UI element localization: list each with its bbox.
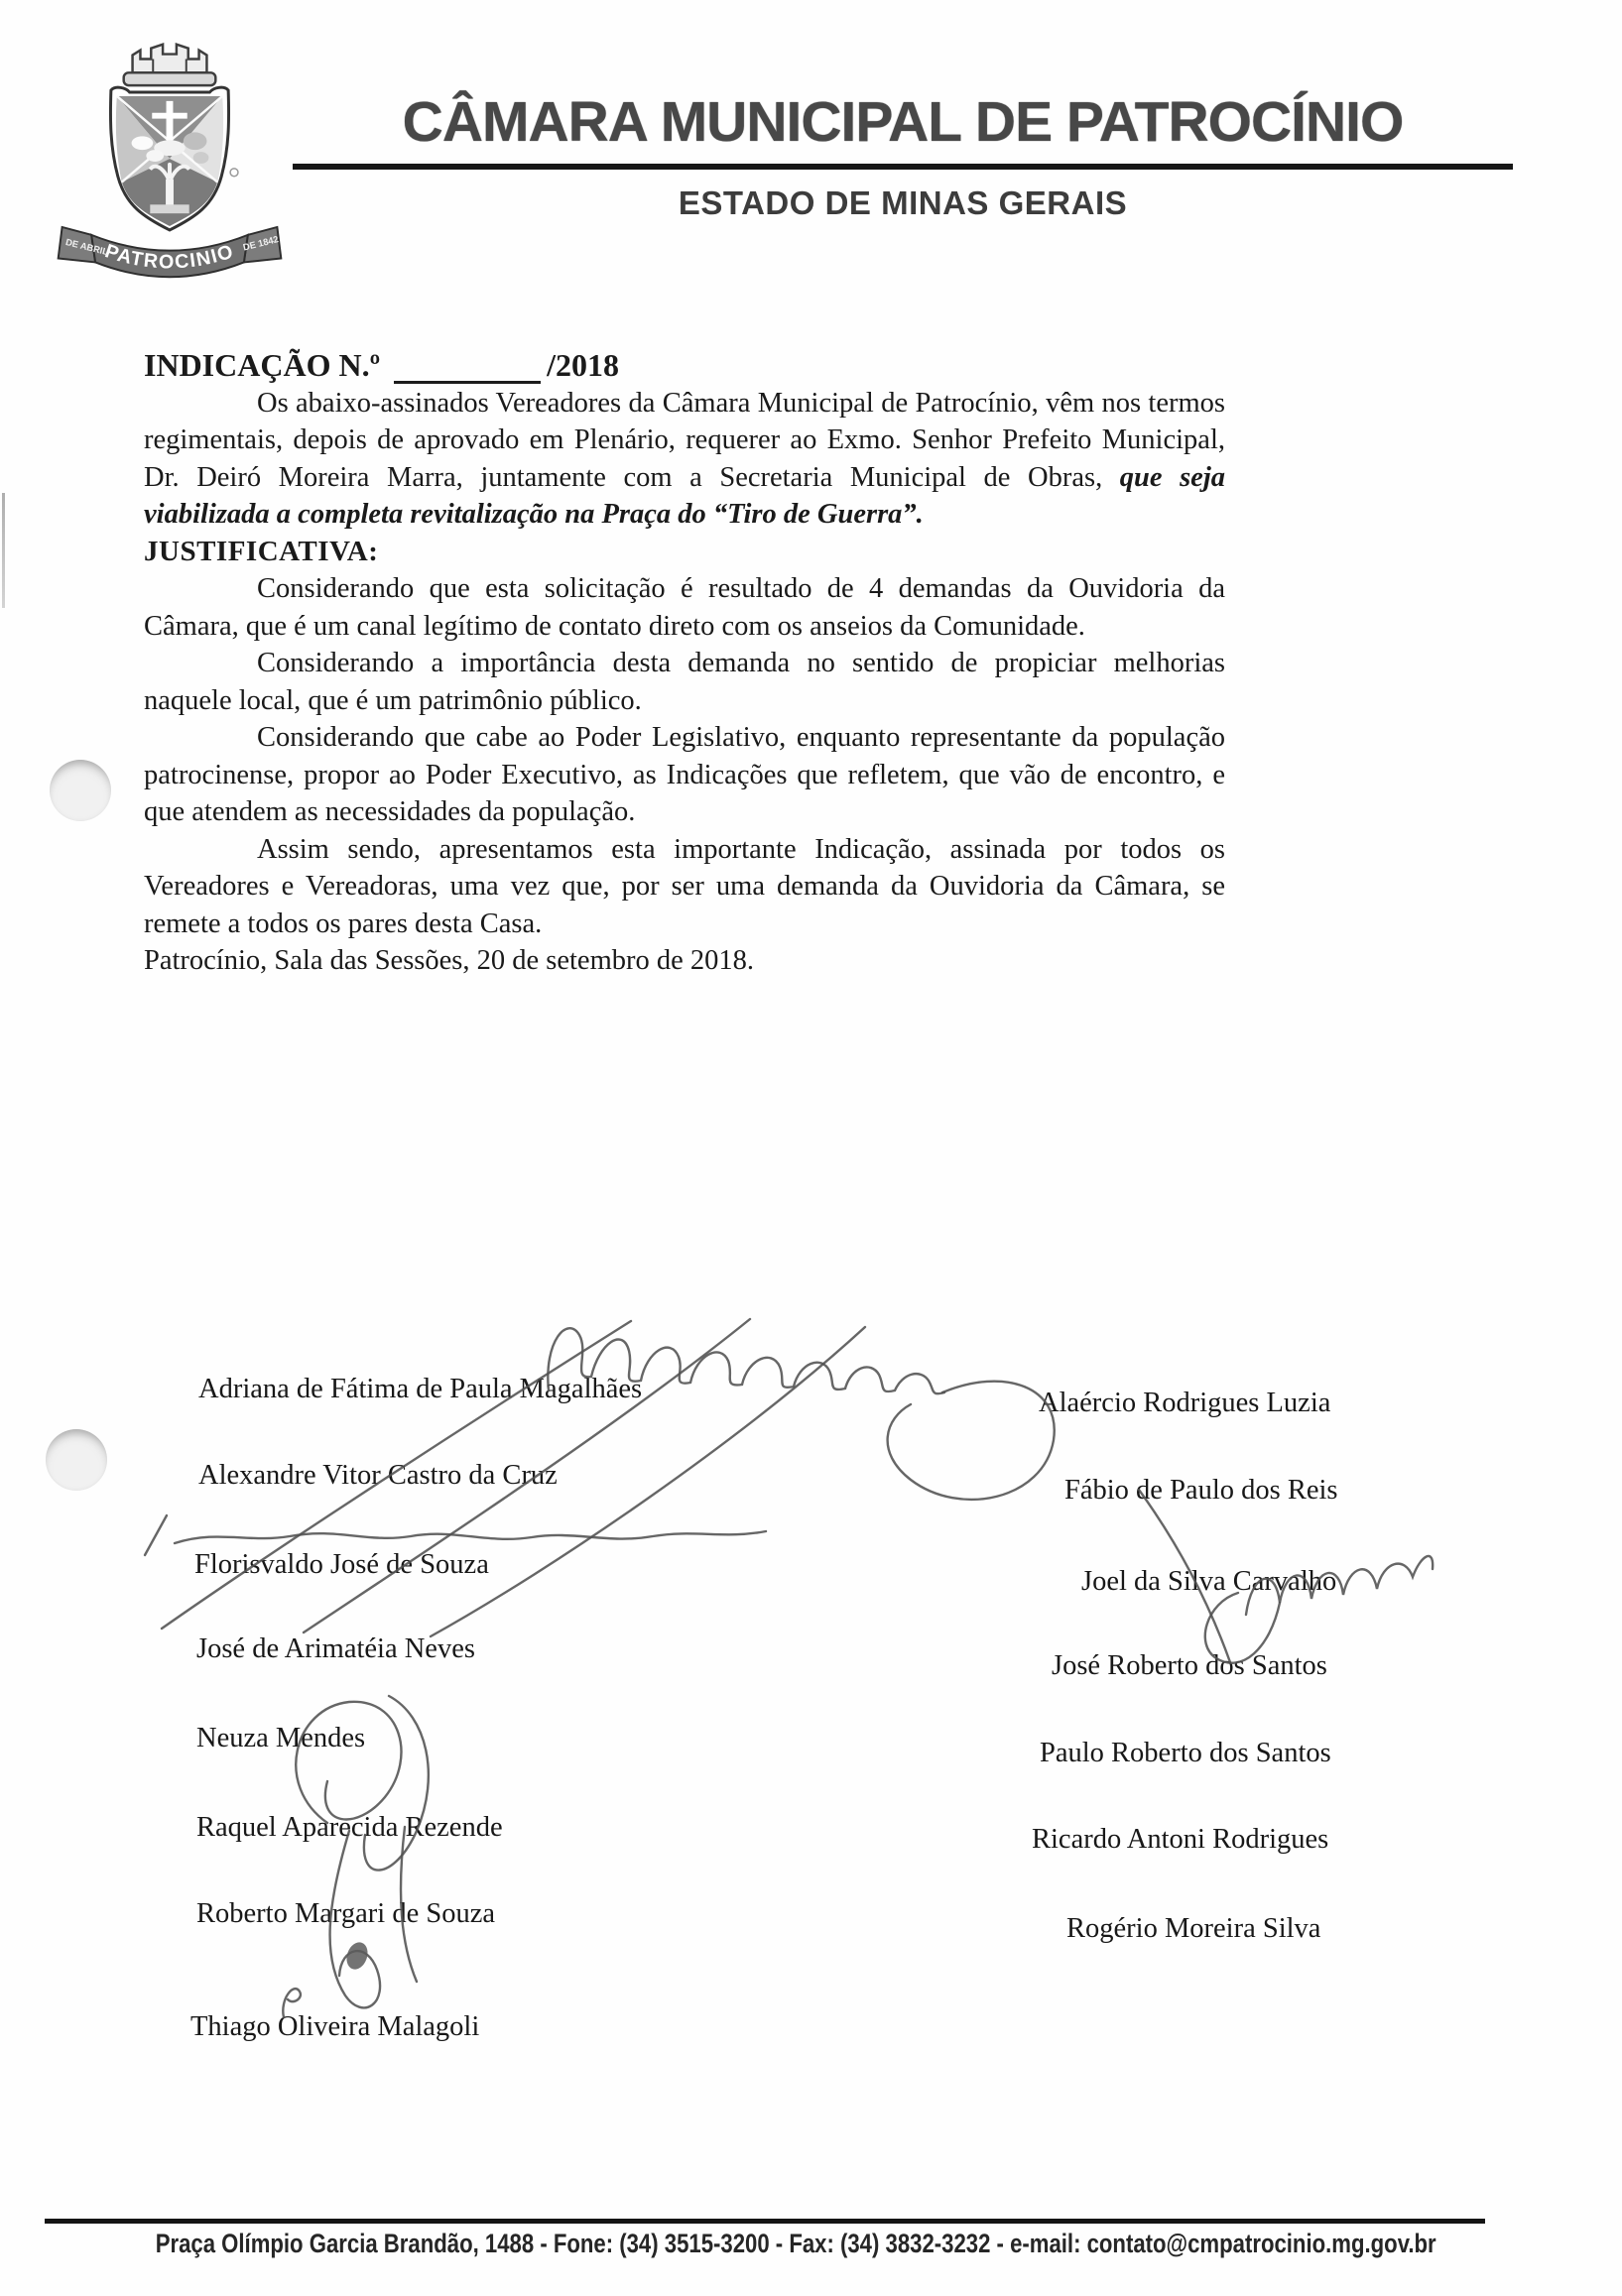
punch-hole-bottom — [46, 1429, 107, 1491]
punch-hole-top — [50, 760, 111, 821]
banner-left-text: DE ABRIL — [64, 236, 110, 258]
considerando-paragraph: Considerando que esta solicitação é resultado de 4 demandas da Ouvidoria da Câmara, que é um canal legítimo de contato direto com os anseios da Comunidade. — [144, 573, 1225, 642]
signer-name: Thiago Oliveira Malagoli — [190, 2011, 480, 2042]
intro-text: Os abaixo-assinados Vereadores da Câmara Municipal de Patrocínio, vêm nos termos regimentais, depois de aprovado em Plenário, requerer ao Exmo. Senhor Prefeito Municipal, Dr. Deiró Moreira Marra, juntamente com a Secretaria Municipal de Obras, — [144, 387, 1225, 493]
crest-shield — [110, 87, 238, 230]
banner-text: PATROCINIO — [102, 240, 237, 274]
footer-contact: Praça Olímpio Garcia Brandão, 1488 - Fone: (34) 3515-3200 - Fax: (34) 3832-3232 - e-mail: contato@cmpatrocinio.mg.gov.br — [155, 2229, 1436, 2258]
header-rule — [293, 164, 1513, 170]
signer-name: Neuza Mendes — [196, 1723, 366, 1753]
letterhead — [293, 91, 1513, 222]
signer-name: José de Arimatéia Neves — [196, 1633, 475, 1664]
considerando-paragraph: Considerando a importância desta demanda no sentido de propiciar melhorias naquele local, que é um patrimônio público. — [144, 648, 1225, 716]
signer-name: Florisvaldo José de Souza — [194, 1549, 489, 1580]
closing-paragraph: Assim sendo, apresentamos esta importante Indicação, assinada por todos os Vereadores e Vereadoras, uma vez que, por ser uma demanda da Ouvidoria da Câmara, se remete a todos os pares desta Casa. — [144, 833, 1225, 939]
doc-title — [144, 347, 1225, 385]
signer-name: Roberto Margari de Souza — [196, 1898, 496, 1929]
banner-right-text: DE 1842 — [241, 234, 280, 253]
signature-stroke — [145, 1515, 167, 1555]
date-line: Patrocínio, Sala das Sessões, 20 de setembro de 2018. — [144, 945, 755, 976]
signature-ink-blot — [343, 1939, 371, 1972]
crest-banner — [59, 227, 282, 277]
intro-paragraph — [144, 385, 1225, 534]
signer-name: Adriana de Fátima de Paula Magalhães — [198, 1374, 643, 1404]
document-body — [144, 347, 1225, 980]
signer-name: Alexandre Vitor Castro da Cruz — [198, 1460, 558, 1491]
signer-name: José Roberto dos Santos — [1052, 1650, 1327, 1681]
footer-rule — [45, 2219, 1485, 2224]
registered-mark-icon — [230, 169, 238, 177]
footer — [15, 2229, 1471, 2259]
crown-battlements — [133, 45, 207, 73]
considerando-paragraph: Considerando que cabe ao Poder Legislativo, enquanto representante da população patrocinense, propor ao Poder Executivo, as Indicações que refletem, que vão de encontro, e que atendem as necessidades da população. — [144, 722, 1225, 827]
signer-name: Paulo Roberto dos Santos — [1040, 1738, 1331, 1768]
signature-stroke — [175, 1531, 766, 1543]
intro-request-emphasis: que seja viabilizada a completa revitalização na Praça do “Tiro de Guerra”. — [144, 461, 1225, 530]
crown-base — [124, 72, 216, 85]
signer-name: Fábio de Paulo dos Reis — [1064, 1475, 1338, 1506]
doc-number-blank — [394, 351, 541, 384]
state-subtitle: ESTADO DE MINAS GERAIS — [678, 184, 1128, 221]
signer-name: Alaércio Rodrigues Luzia — [1039, 1388, 1331, 1418]
doc-title-label: INDICAÇÃO N.º — [144, 347, 381, 383]
signer-name: Joel da Silva Carvalho — [1081, 1566, 1337, 1597]
signer-name: Rogério Moreira Silva — [1066, 1913, 1321, 1944]
signer-name: Ricardo Antoni Rodrigues — [1032, 1824, 1329, 1855]
crest-crown — [124, 45, 216, 85]
signer-name: Raquel Aparecida Rezende — [196, 1812, 503, 1843]
justification-heading: JUSTIFICATIVA: — [144, 535, 379, 567]
municipal-crest — [46, 26, 294, 292]
signature-stroke — [888, 1382, 1055, 1500]
scan-edge-artifact — [2, 493, 5, 608]
doc-title-year: /2018 — [547, 347, 620, 383]
org-title: CÂMARA MUNICIPAL DE PATROCÍNIO — [402, 90, 1404, 154]
